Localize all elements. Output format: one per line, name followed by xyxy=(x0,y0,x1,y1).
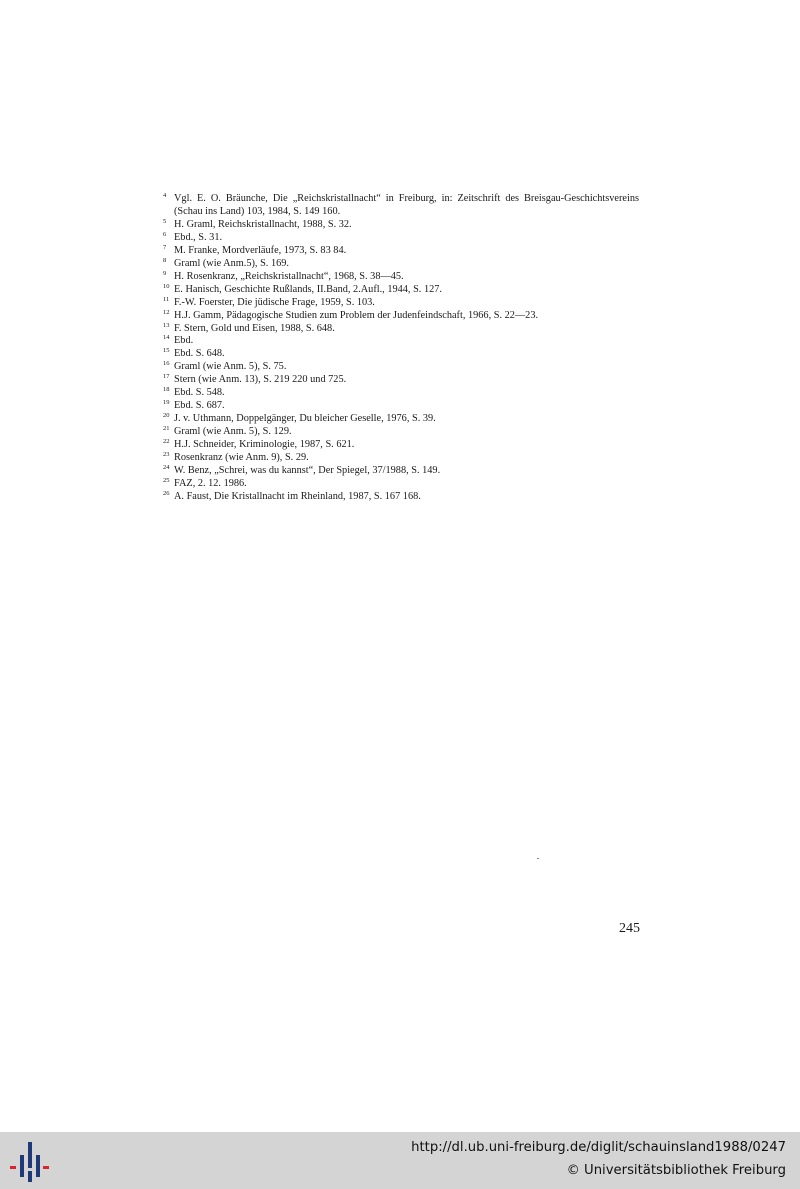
footnote xyxy=(163,335,639,348)
footnote-number: 25 xyxy=(163,476,170,484)
footnote-text: H. Graml, Reichskristallnacht, 1988, S. 32. xyxy=(174,218,352,230)
footnote-text: Ebd. S. 548. xyxy=(174,387,225,399)
footnote xyxy=(163,374,639,387)
footnote-number: 17 xyxy=(163,373,170,381)
footnote-text: FAZ, 2. 12. 1986. xyxy=(174,477,247,489)
footnote-number: 4 xyxy=(163,192,167,199)
footnote-text: A. Faust, Die Kristallnacht im Rheinland, 1987, S. 167 168. xyxy=(174,490,421,502)
footnote xyxy=(163,245,639,258)
footnote xyxy=(163,452,639,465)
footnote-number: 11 xyxy=(163,295,170,303)
footnote-text: Graml (wie Anm. 5), S. 75. xyxy=(174,361,287,373)
footnote-text: Stern (wie Anm. 13), S. 219 220 und 725. xyxy=(174,374,347,386)
footnote xyxy=(163,193,639,219)
footnote xyxy=(163,258,639,271)
footnote-text: Ebd. xyxy=(174,335,194,347)
footnote-text: M. Franke, Mordverläufe, 1973, S. 83 84. xyxy=(174,244,347,256)
footnote xyxy=(163,284,639,297)
footnote-text: E. Hanisch, Geschichte Rußlands, II.Band, 2.Aufl., 1944, S. 127. xyxy=(174,283,442,295)
copyright-notice: © Universitätsbibliothek Freiburg xyxy=(566,1163,786,1178)
footnote-text: Ebd. S. 648. xyxy=(174,348,225,360)
footnote xyxy=(163,439,639,452)
footnote-text: H. Rosenkranz, „Reichskristallnacht“, 1968, S. 38—45. xyxy=(174,270,404,282)
footnote-text: F.-W. Foerster, Die jüdische Frage, 1959, S. 103. xyxy=(174,296,375,308)
document-url-link[interactable]: http://dl.ub.uni-freiburg.de/diglit/schauinsland1988/0247 xyxy=(411,1140,786,1155)
footnote-text: Ebd. S. 687. xyxy=(174,400,225,412)
footnote-number: 19 xyxy=(163,399,170,407)
footnote-number: 14 xyxy=(163,334,170,342)
footnote-number: 22 xyxy=(163,438,170,446)
footnote xyxy=(163,491,639,504)
footnote-text: F. Stern, Gold und Eisen, 1988, S. 648. xyxy=(174,322,335,334)
footnote-text: H.J. Schneider, Kriminologie, 1987, S. 621. xyxy=(174,439,355,451)
footnote xyxy=(163,232,639,245)
footnote xyxy=(163,465,639,478)
footnote-text: J. v. Uthmann, Doppelgänger, Du bleicher Geselle, 1976, S. 39. xyxy=(174,413,436,425)
footnote-number: 13 xyxy=(163,321,170,329)
footnote xyxy=(163,271,639,284)
footnote xyxy=(163,348,639,361)
footnote-number: 5 xyxy=(163,217,167,225)
footnote-text: H.J. Gamm, Pädagogische Studien zum Problem der Judenfeindschaft, 1966, S. 22—23. xyxy=(174,309,539,321)
footnote-number: 20 xyxy=(163,412,170,420)
footnote-number: 9 xyxy=(163,269,167,277)
footnote-number: 21 xyxy=(163,425,170,433)
footnote xyxy=(163,413,639,426)
footnote xyxy=(163,310,639,323)
footnote-number: 8 xyxy=(163,256,167,264)
footnote xyxy=(163,400,639,413)
footnotes-list xyxy=(163,193,639,504)
footnote xyxy=(163,426,639,439)
footnote xyxy=(163,361,639,374)
footnote-number: 26 xyxy=(163,489,170,497)
footnote-number: 7 xyxy=(163,243,167,251)
scan-speck xyxy=(537,858,539,859)
footnote xyxy=(163,297,639,310)
footnote xyxy=(163,478,639,491)
footnote-number: 12 xyxy=(163,308,170,316)
footnote xyxy=(163,219,639,232)
footnote-number: 23 xyxy=(163,451,170,459)
footnote-number: 10 xyxy=(163,282,170,290)
footnote-text: Ebd., S. 31. xyxy=(174,231,223,243)
footnote xyxy=(163,323,639,336)
footnote-number: 18 xyxy=(163,386,170,394)
footnote-number: 16 xyxy=(163,360,170,368)
footnote xyxy=(163,387,639,400)
footer-bar xyxy=(0,1132,800,1189)
footnote-number: 15 xyxy=(163,347,170,355)
footnote-text: Graml (wie Anm. 5), S. 129. xyxy=(174,426,292,438)
footnote-text: Vgl. E. O. Bräunche, Die „Reichskristallnacht“ in Freiburg, in: Zeitschrift des Breisgau-Geschichtsvereins (Schau ins Land) 103, 1984, S. 149 160. xyxy=(174,193,639,217)
footnote-text: Graml (wie Anm.5), S. 169. xyxy=(174,257,289,269)
footnote-number: 24 xyxy=(163,464,170,472)
footnote-number: 6 xyxy=(163,230,167,238)
page-number: 245 xyxy=(619,921,640,936)
footnote-text: Rosenkranz (wie Anm. 9), S. 29. xyxy=(174,452,309,464)
ub-freiburg-logo-icon[interactable] xyxy=(10,1142,50,1182)
footnote-text: W. Benz, „Schrei, was du kannst“, Der Spiegel, 37/1988, S. 149. xyxy=(174,465,441,477)
